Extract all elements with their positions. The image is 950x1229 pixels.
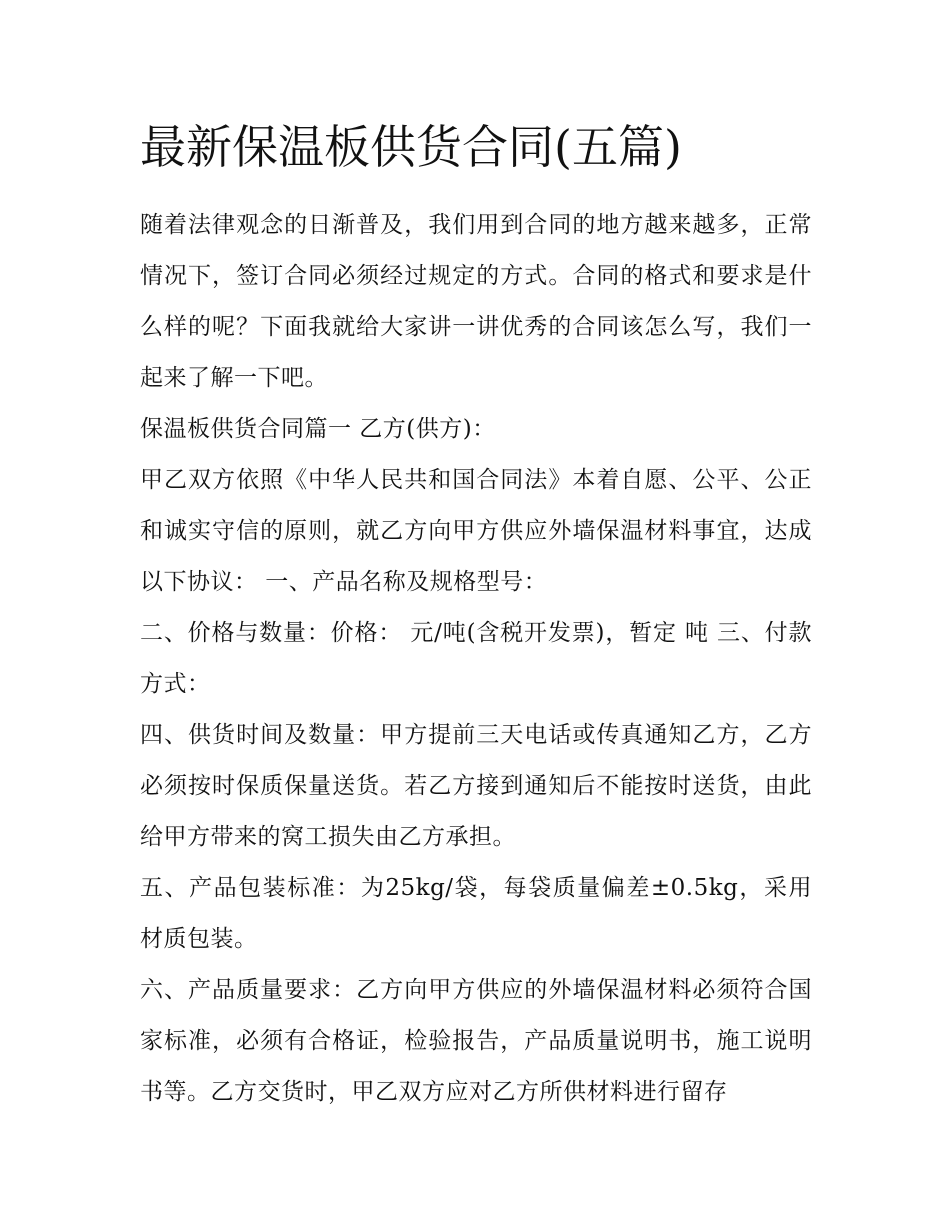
paragraph-price-quantity: 二、价格与数量：价格： 元/吨(含税开发票)，暂定 吨 三、付款方式： [140, 620, 812, 697]
document-page [140, 112, 812, 1118]
paragraph-agreement-basis: 甲乙双方依照《中华人民共和国合同法》本着自愿、公平、公正和诚实守信的原则，就乙方向甲方供应外墙保温材料事宜，达成以下协议： 一、产品名称及规格型号： [140, 467, 812, 595]
document-title: 最新保温板供货合同(五篇) [140, 120, 682, 174]
paragraph-contract-heading: 保温板供货合同篇一 乙方(供方)： [140, 416, 496, 442]
paragraph-packaging: 五、产品包装标准：为25kg/袋，每袋质量偏差±0.5kg，采用材质包装。 [140, 875, 812, 952]
paragraph-intro: 随着法律观念的日渐普及，我们用到合同的地方越来越多，正常情况下，签订合同必须经过规定的方式。合同的格式和要求是什么样的呢？下面我就给大家讲一讲优秀的合同该怎么写，我们一起来了解一下吧。 [140, 212, 812, 391]
paragraph-delivery-time: 四、供货时间及数量：甲方提前三天电话或传真通知乙方，乙方必须按时保质保量送货。若乙方接到通知后不能按时送货，由此给甲方带来的窝工损失由乙方承担。 [140, 722, 812, 850]
paragraph-quality: 六、产品质量要求：乙方向甲方供应的外墙保温材料必须符合国家标准，必须有合格证，检验报告，产品质量说明书，施工说明书等。乙方交货时，甲乙双方应对乙方所供材料进行留存 [140, 977, 812, 1105]
